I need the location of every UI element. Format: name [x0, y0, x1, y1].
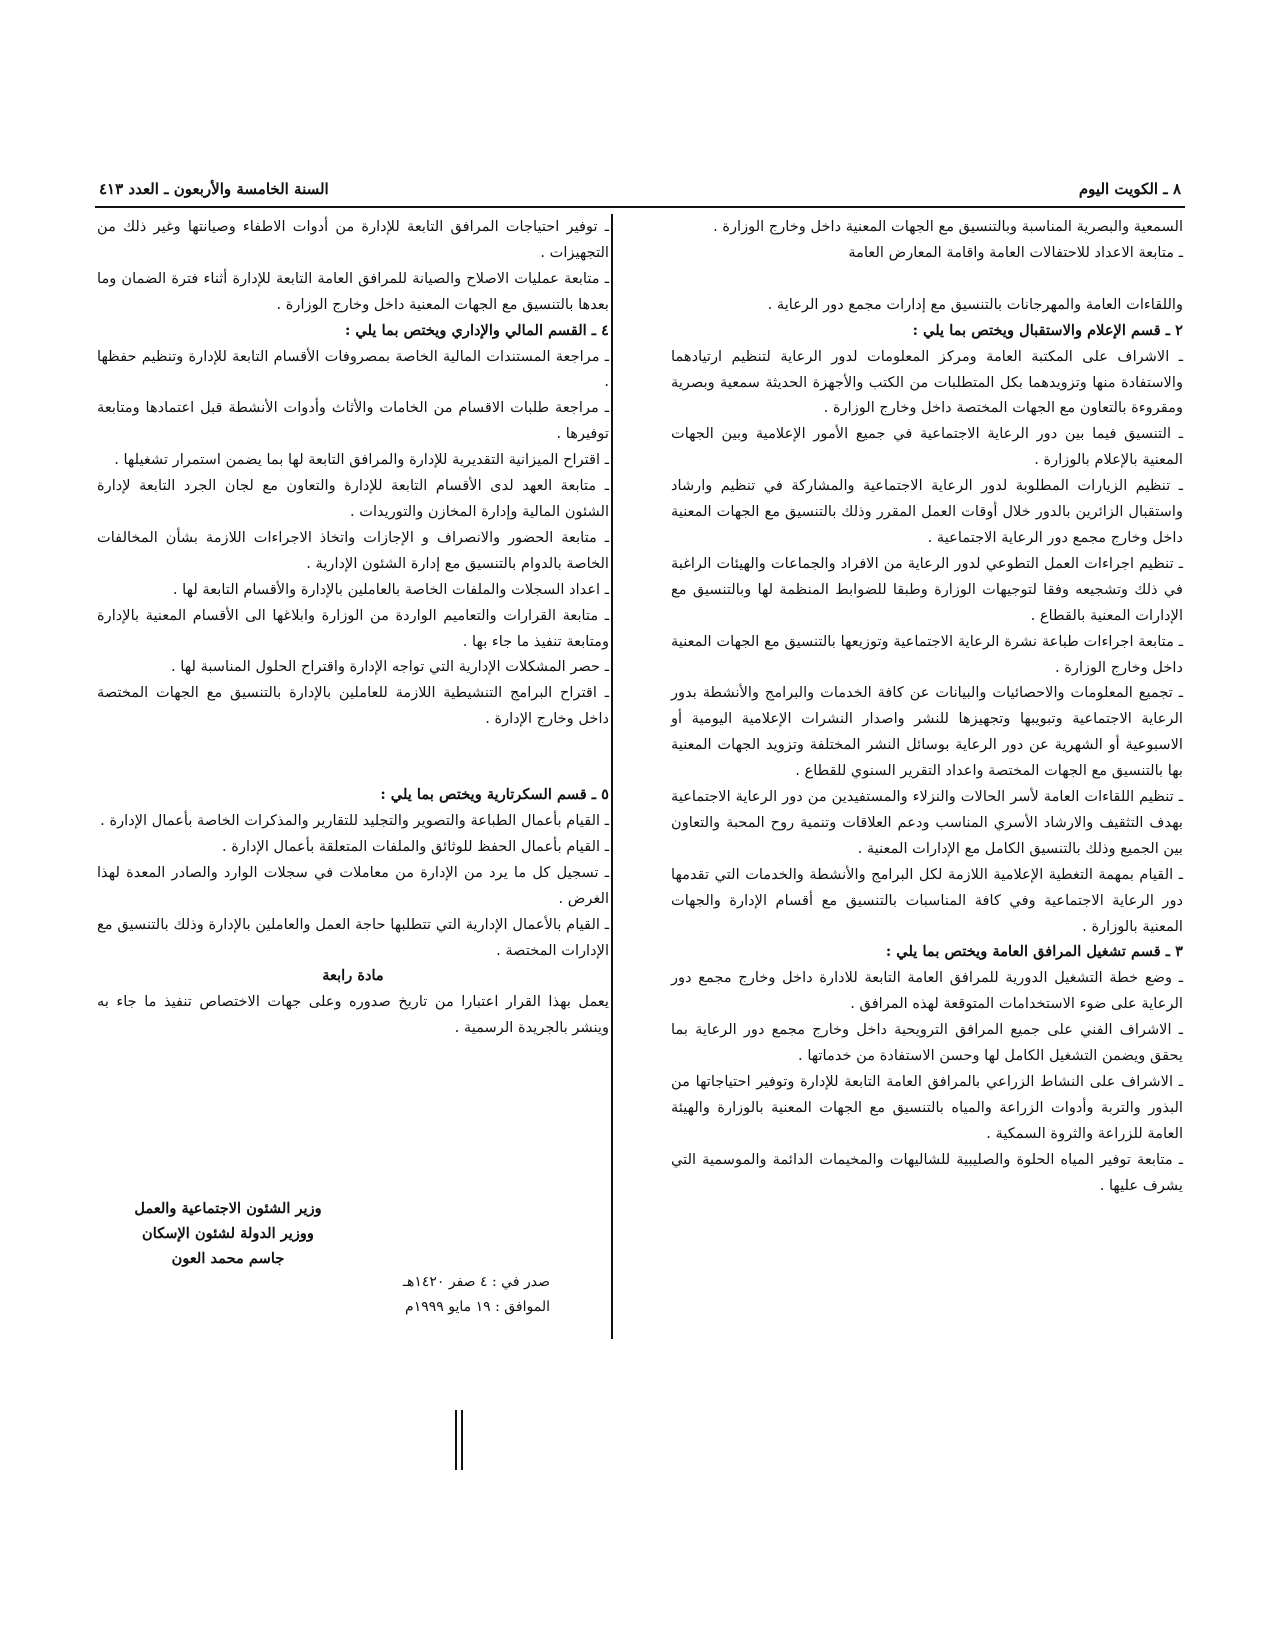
spacer: [97, 732, 609, 782]
paragraph: يعمل بهذا القرار اعتبارا من تاريخ صدوره وعلى جهات الاختصاص تنفيذ ما جاء به وينشر بالجريدة الرسمية .: [97, 993, 609, 1037]
section-heading: ٥ ـ قسم السكرتارية ويختص بما يلي :: [380, 786, 609, 804]
paragraph: ـ القيام بأعمال الحفظ للوثائق والملفات المتعلقة بأعمال الإدارة .: [222, 837, 609, 855]
right-column: [671, 214, 1183, 1199]
section-heading: ٤ ـ القسم المالي والإداري ويختص بما يلي :: [344, 321, 609, 339]
paragraph: ـ متابعة العهد لدى الأقسام التابعة للإدارة والتعاون مع لجان الجرد التابعة لإدارة الشئون المالية وإدارة المخازن والتوريدات .: [97, 477, 609, 520]
signature-title-1: وزير الشئون الاجتماعية والعمل: [134, 1200, 322, 1217]
paragraph: ـ توفير احتياجات المرافق التابعة للإدارة من أدوات الاطفاء وصيانتها وغير ذلك من التجهيزات .: [97, 218, 609, 261]
paragraph: ـ وضع خطة التشغيل الدورية للمرافق العامة التابعة للادارة داخل وخارج مجمع دور الرعاية على ضوء الاستخدامات المتوقعة لهذه المرافق .: [671, 969, 1183, 1013]
issue-date-hijri: صدر في : ٤ صفر ١٤٢٠هـ: [402, 1274, 550, 1290]
spacer: [671, 266, 1183, 292]
paragraph: ـ الاشراف على النشاط الزراعي بالمرافق العامة التابعة للإدارة وتوفير احتياجاتها من البذور والتربة وأدوات الزراعة والمياه بالتنسيق مع الجهات المعنية بالوزارة والهيئة العامة للزراعة والثروة السمكية .: [671, 1073, 1183, 1142]
page-title: ٨ ـ الكويت اليوم: [1078, 180, 1181, 198]
signature-title-2: ووزير الدولة لشئون الإسكان: [142, 1225, 314, 1242]
paragraph: ـ اعداد السجلات والملفات الخاصة بالعاملين بالإدارة والأقسام التابعة لها .: [172, 580, 609, 598]
article-heading: مادة رابعة: [322, 967, 384, 985]
paragraph: ـ القيام بالأعمال الإدارية التي تتطلبها حاجة العمل والعاملين بالإدارة وذلك بالتنسيق مع الإدارات المختصة .: [97, 915, 609, 959]
page-header: [95, 178, 1185, 208]
section-heading: ٣ ـ قسم تشغيل المرافق العامة ويختص بما يلي :: [885, 943, 1183, 961]
issue-date-gregorian: الموافق : ١٩ مايو ١٩٩٩م: [405, 1299, 550, 1315]
paragraph: ـ متابعة اجراءات طباعة نشرة الرعاية الاجتماعية وتوزيعها بالتنسيق مع الجهات المعنية داخل وخارج الوزارة .: [671, 632, 1183, 676]
paragraph: ـ متابعة الاعداد للاحتفالات العامة واقامة المعارض العامة: [848, 243, 1183, 261]
left-column: [97, 214, 609, 1041]
page-mark: [455, 1410, 463, 1470]
signatory-name: جاسم محمد العون: [171, 1250, 285, 1267]
issue-dates: [290, 1270, 550, 1320]
section-heading: ٢ ـ قسم الإعلام والاستقبال ويختص بما يلي :: [912, 321, 1183, 339]
paragraph: ـ اقتراح البرامج التنشيطية اللازمة للعاملين بالإدارة بالتنسيق مع الجهات المختصة داخل وخارج الإدارة .: [97, 684, 609, 728]
paragraph: ـ تنظيم الزيارات المطلوبة لدور الرعاية الاجتماعية والمشاركة في تنظيم وارشاد واستقبال الزائرين بالدور خلال أوقات العمل المقرر وذلك بالتنسيق مع الجهات المعنية داخل وخارج مجمع دور الرعاية الاجتماعية .: [671, 477, 1183, 546]
paragraph: واللقاءات العامة والمهرجانات بالتنسيق مع إدارات مجمع دور الرعاية .: [767, 295, 1183, 313]
paragraph: ـ حصر المشكلات الإدارية التي تواجه الإدارة واقتراح الحلول المناسبة لها .: [171, 658, 609, 676]
paragraph: ـ اقتراح الميزانية التقديرية للإدارة والمرافق التابعة لها بما يضمن استمرار تشغيلها .: [114, 451, 609, 469]
paragraph: ـ متابعة القرارات والتعاميم الواردة من الوزارة وابلاغها الى الأقسام المعنية بالإدارة ومتابعة تنفيذ ما جاء بها .: [97, 606, 609, 650]
column-divider: [611, 214, 613, 1339]
paragraph: ـ القيام بأعمال الطباعة والتصوير والتجليد للتقارير والمذكرات الخاصة بأعمال الإدارة .: [100, 812, 609, 830]
paragraph: ـ تنظيم اللقاءات العامة لأسر الحالات والنزلاء والمستفيدين من دور الرعاية الاجتماعية بهدف التثقيف والارشاد الأسري المناسب ودعم العلاقات وتنمية روح المحبة والتعاون بين الجميع وذلك بالتنسيق الكامل مع الإدارات المعنية .: [671, 788, 1183, 857]
paragraph: ـ مراجعة المستندات المالية الخاصة بمصروفات الأقسام التابعة للإدارة وتنظيم حفظها .: [97, 347, 609, 391]
paragraph: ـ مراجعة طلبات الاقسام من الخامات والأثاث وأدوات الأنشطة قبل اعتمادها ومتابعة توفيرها .: [97, 399, 609, 443]
paragraph: ـ القيام بمهمة التغطية الإعلامية اللازمة لكل البرامج والأنشطة والخدمات التي تقدمها دور الرعاية الاجتماعية وفي كافة المناسبات بالتنسيق مع أقسام الإدارة والجهات المعنية بالوزارة .: [671, 865, 1183, 935]
paragraph: ـ الاشراف الفني على جميع المرافق الترويحية داخل وخارج مجمع دور الرعاية بما يحقق ويضمن التشغيل الكامل لها وحسن الاستفادة من خدماتها .: [671, 1021, 1183, 1065]
paragraph: السمعية والبصرية المناسبة وبالتنسيق مع الجهات المعنية داخل وخارج الوزارة .: [713, 218, 1183, 235]
paragraph: ـ متابعة عمليات الاصلاح والصيانة للمرافق العامة التابعة للإدارة أثناء فترة الضمان وما بعدها بالتنسيق مع الجهات المعنية داخل وخارج الوزارة .: [97, 269, 609, 313]
paragraph: ـ متابعة الحضور والانصراف و الإجازات واتخاذ الاجراءات اللازمة بشأن المخالفات الخاصة بالدوام بالتنسيق مع إدارة الشئون الإدارية .: [97, 528, 609, 572]
paragraph: ـ تسجيل كل ما يرد من الإدارة من معاملات في سجلات الوارد والصادر المعدة لهذا الغرض .: [97, 863, 609, 907]
paragraph: ـ متابعة توفير المياه الحلوة والصليبية للشاليهات والمخيمات الدائمة والموسمية التي يشرف عليها .: [671, 1150, 1183, 1194]
signature-block: [98, 1196, 358, 1271]
paragraph: ـ تجميع المعلومات والاحصائيات والبيانات عن كافة الخدمات والبرامج والأنشطة بدور الرعاية الاجتماعية وتبويبها وتجهيزها للنشر واصدار النشرات الإعلامية اليومية أو الاسبوعية أو الشهرية عن دور الرعاية بوسائل النشر المختلفة وتزويد الجهات المعنية بها بالتنسيق مع الجهات المختصة واعداد التقرير السنوي للقطاع .: [671, 684, 1183, 780]
paragraph: ـ تنظيم اجراءات العمل التطوعي لدور الرعاية من الافراد والجماعات والهيئات الراغبة في ذلك وتشجيعه وفقا لتوجيهات الوزارة وطبقا للضوابط المنظمة لها وبالتنسيق مع الإدارات المعنية بالقطاع .: [671, 554, 1183, 624]
paragraph: ـ الاشراف على المكتبة العامة ومركز المعلومات لدور الرعاية لتنظيم ارتيادهما والاستفادة منها وتزويدهما بكل المتطلبات من الكتب والأجهزة الحديثة سمعية وبصرية ومقروءة بالتعاون مع الجهات المختصة داخل وخارج الوزارة .: [671, 347, 1183, 417]
paragraph: ـ التنسيق فيما بين دور الرعاية الاجتماعية في جميع الأمور الإعلامية وبين الجهات المعنية بالإعلام بالوزارة .: [671, 425, 1183, 469]
issue-info: السنة الخامسة والأربعون ـ العدد ٤١٣: [99, 180, 329, 198]
